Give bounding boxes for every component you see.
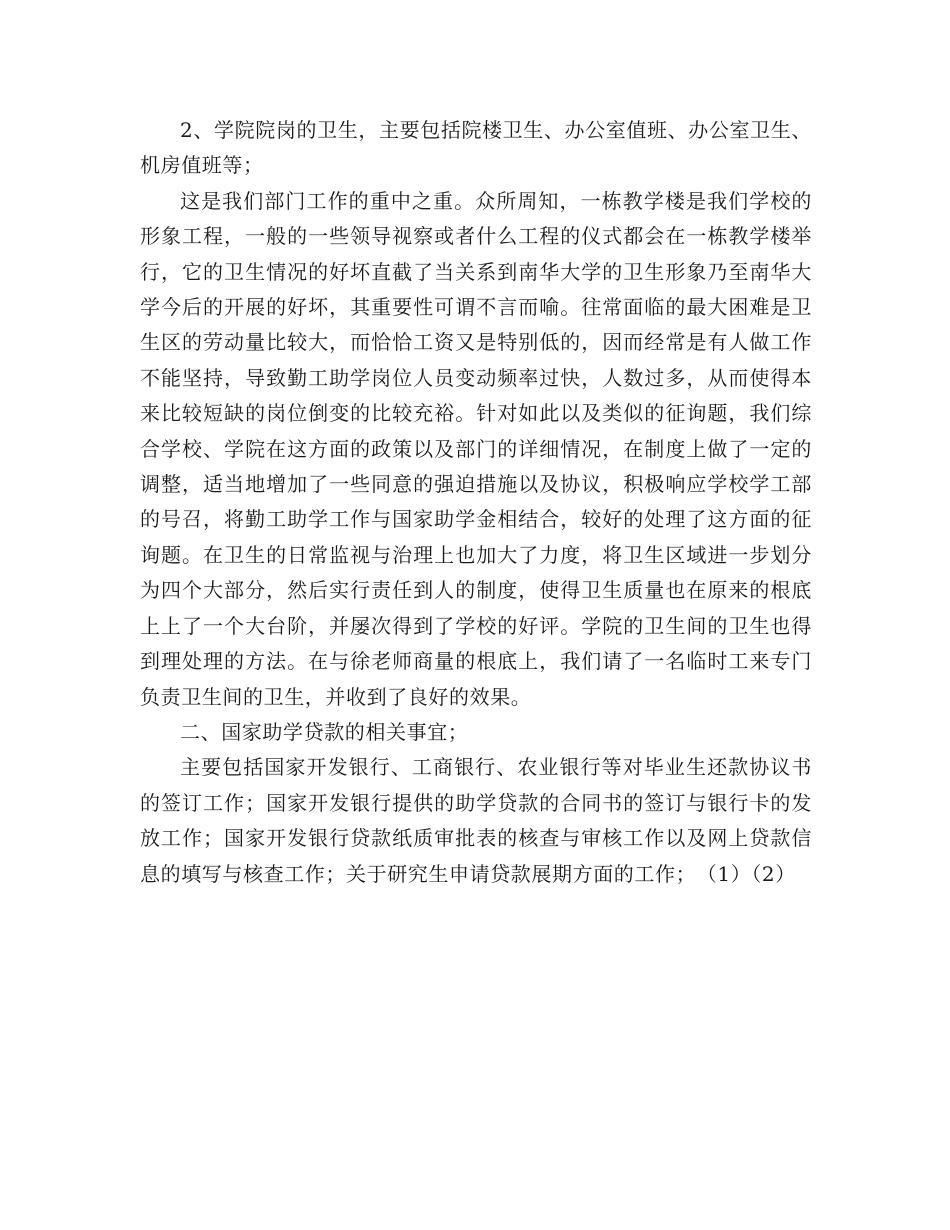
paragraph-hygiene-heading: 2、学院院岗的卫生，主要包括院楼卫生、办公室值班、办公室卫生、机房值班等； [140,118,812,178]
paragraph-hygiene-details: 这是我们部门工作的重中之重。众所周知，一栋教学楼是我们学校的形象工程，一般的一些领导视察或者什么工程的仪式都会在一栋教学楼举行，它的卫生情况的好坏直截了当关系到南华大学的卫生形象乃至南华大学今后的开展的好坏，其重要性可谓不言而喻。往常面临的最大困难是卫生区的劳动量比较大，而恰恰工资又是特别低的，因而经常是有人做工作不能坚持，导致勤工助学岗位人员变动频率过快，人数过多，从而使得本来比较短缺的岗位倒变的比较充裕。针对如此以及类似的征询题，我们综合学校、学院在这方面的政策以及部门的详细情况，在制度上做了一定的调整，适当地增加了一些同意的强迫措施以及协议，积极响应学校学工部的号召，将勤工助学工作与国家助学金相结合，较好的处理了这方面的征询题。在卫生的日常监视与治理上也加大了力度，将卫生区域进一步划分为四个大部分，然后实行责任到人的制度，使得卫生质量也在原来的根底上上了一个大台阶，并屡次得到了学校的好评。学院的卫生间的卫生也得到理处理的方法。在与徐老师商量的根底上，我们请了一名临时工来专门负责卫生间的卫生，并收到了良好的效果。 [140,188,812,709]
section-heading-student-loans: 二、国家助学贷款的相关事宜； [180,719,469,744]
document-page [140,113,812,892]
paragraph-student-loans: 主要包括国家开发银行、工商银行、农业银行等对毕业生还款协议书的签订工作；国家开发银行提供的助学贷款的合同书的签订与银行卡的发放工作；国家开发银行贷款纸质审批表的核查与审核工作以及网上贷款信息的填写与核查工作；关于研究生申请贷款展期方面的工作； （1）（2） [140,755,812,886]
